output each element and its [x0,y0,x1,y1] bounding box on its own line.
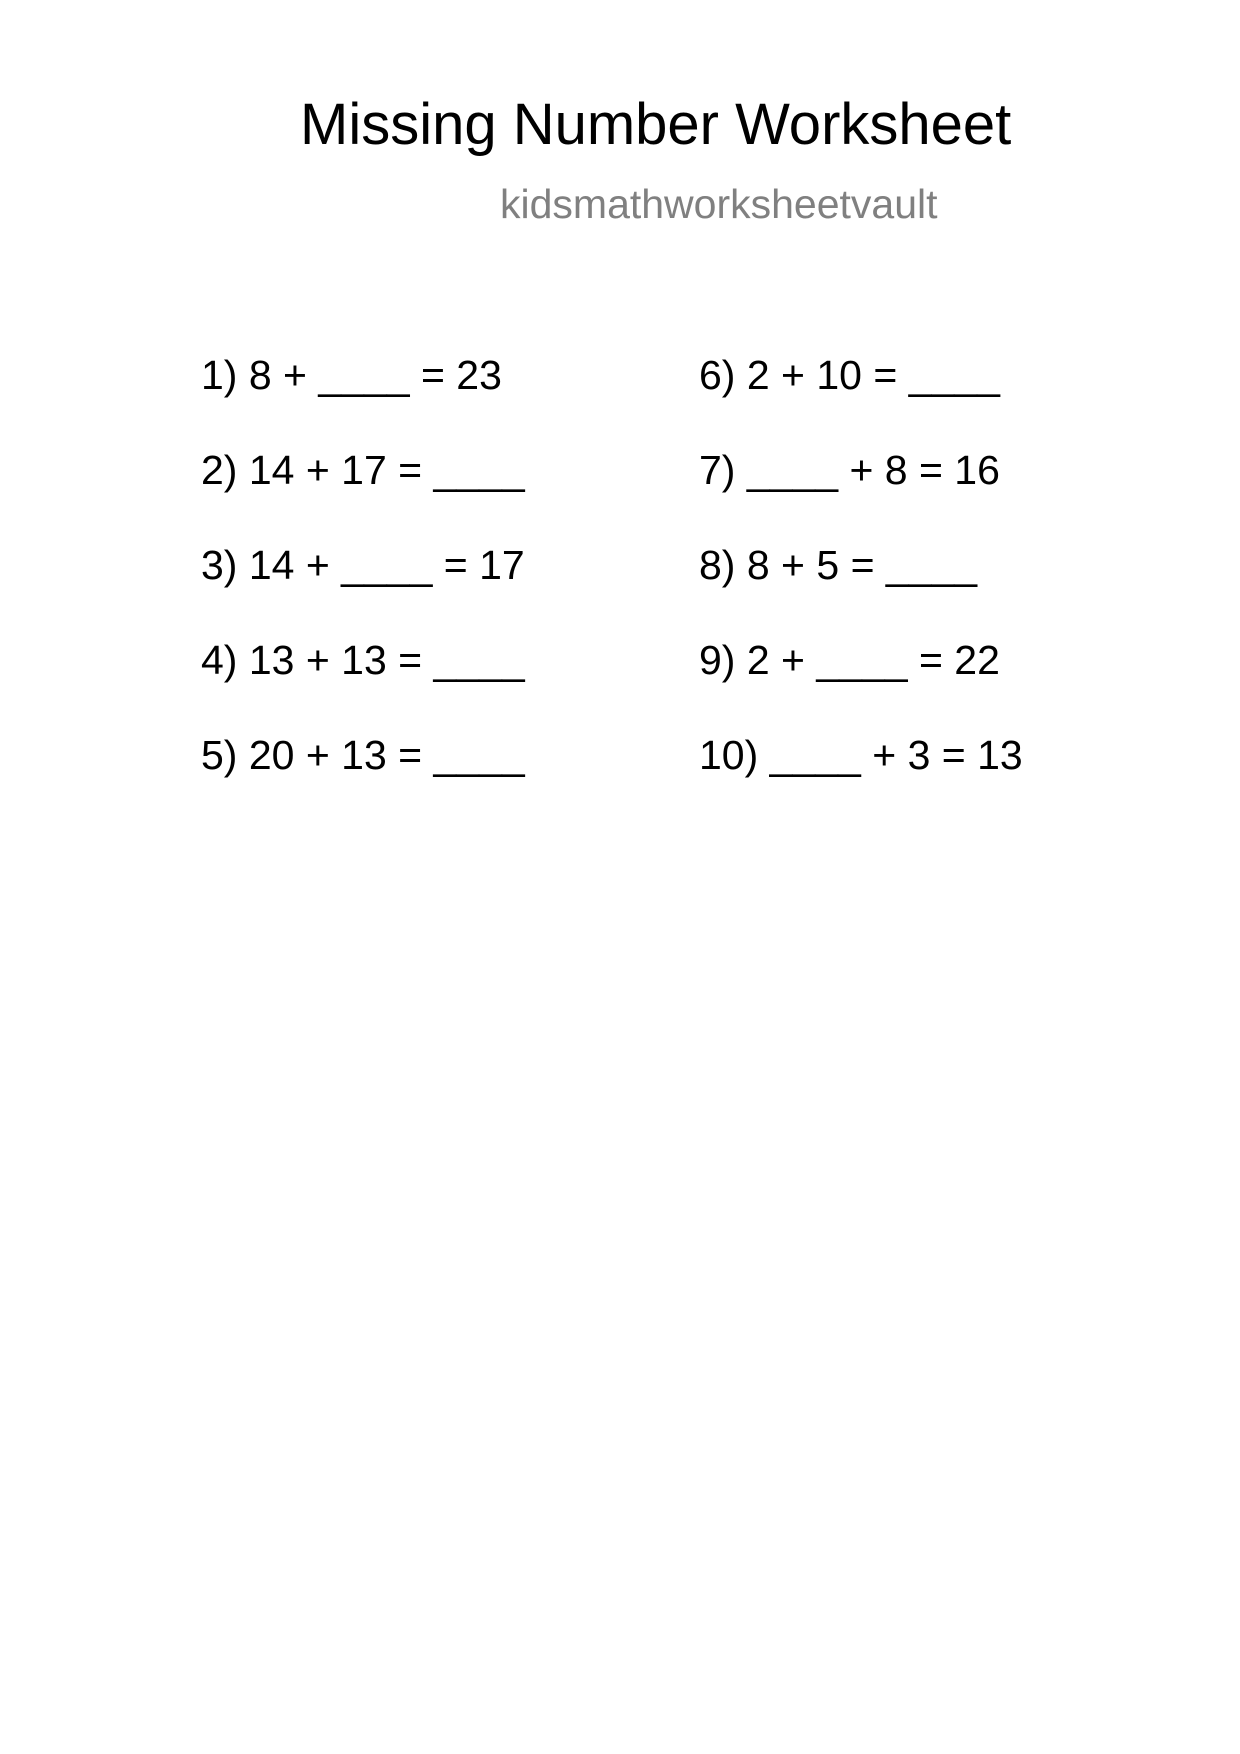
worksheet-source: kidsmathworksheetvault [500,181,938,227]
worksheet-title: Missing Number Worksheet [300,92,1012,157]
problem-9: 9) 2 + ____ = 22 [699,637,1000,683]
problem-1: 1) 8 + ____ = 23 [201,352,502,398]
problem-3: 3) 14 + ____ = 17 [201,542,525,588]
problem-10: 10) ____ + 3 = 13 [699,732,1023,778]
problem-7: 7) ____ + 8 = 16 [699,447,1000,493]
problem-5: 5) 20 + 13 = ____ [201,732,525,778]
problem-2: 2) 14 + 17 = ____ [201,447,525,493]
problem-8: 8) 8 + 5 = ____ [699,542,978,588]
problem-6: 6) 2 + 10 = ____ [699,352,1000,398]
problem-4: 4) 13 + 13 = ____ [201,637,525,683]
